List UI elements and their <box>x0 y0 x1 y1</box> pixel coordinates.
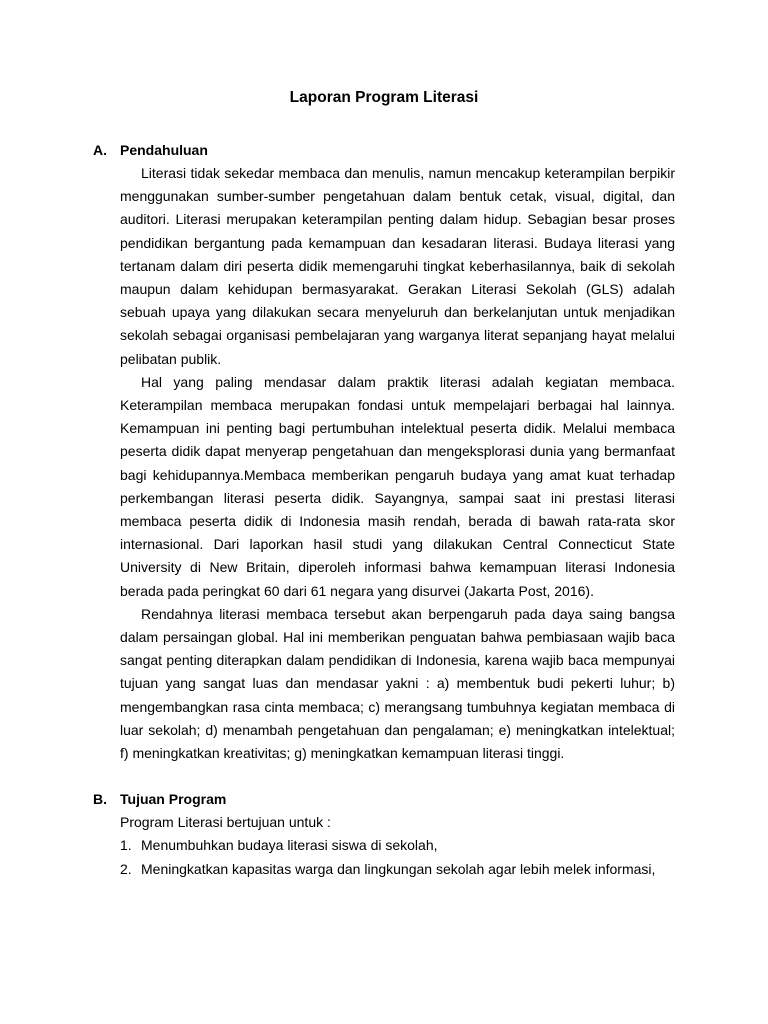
paragraph: Rendahnya literasi membaca tersebut akan berpengaruh pada daya saing bangsa dalam persaingan global. Hal ini memberikan penguatan bahwa pembiasaan wajib baca sangat penting diterapkan dalam pendidikan di Indonesia, karena wajib baca mempunyai tujuan yang sangat luas dan mendasar yakni : a) membentuk budi pekerti luhur; b) mengembangkan rasa cinta membaca; c) merangsang tumbuhnya kegiatan membaca di luar sekolah; d) menambah pengetahuan dan pengalaman; e) meningkatkan intelektual; f) meningkatkan kreativitas; g) meningkatkan kemampuan literasi tinggi. <box>120 605 675 762</box>
section-title: Pendahuluan <box>120 142 208 158</box>
section-tujuan-program <box>93 788 675 881</box>
list-text: Menumbuhkan budaya literasi siswa di sekolah, <box>141 837 438 854</box>
section-body <box>120 811 675 881</box>
document-page <box>93 88 675 881</box>
list-intro: Program Literasi bertujuan untuk : <box>120 814 331 831</box>
section-title: Tujuan Program <box>120 791 227 808</box>
list-number: 2. <box>120 860 132 877</box>
document-title: Laporan Program Literasi <box>289 89 479 106</box>
list-text: Meningkatkan kapasitas warga dan lingkungan sekolah agar lebih melek informasi, <box>141 860 656 877</box>
list-item <box>120 858 675 881</box>
section-heading <box>93 139 675 162</box>
section-letter: A. <box>93 142 107 158</box>
paragraph: Literasi tidak sekedar membaca dan menulis, namun mencakup keterampilan berpikir menggunakan sumber-sumber pengetahuan dalam bentuk cetak, visual, digital, dan auditori. Literasi merupakan keterampilan penting dalam hidup. Sebagian besar proses pendidikan bergantung pada kemampuan dan kesadaran literasi. Budaya literasi yang tertanam dalam diri peserta didik memengaruhi tingkat keberhasilannya, baik di sekolah maupun dalam kehidupan bermasyarakat. Gerakan Literasi Sekolah (GLS) adalah sebuah upaya yang dilakukan secara menyeluruh dan berkelanjutan untuk menjadikan sekolah sebagai organisasi pembelajaran yang warganya literat sepanjang hayat melalui pelibatan publik. <box>120 165 675 367</box>
paragraph: Hal yang paling mendasar dalam praktik literasi adalah kegiatan membaca. Keterampilan membaca merupakan fondasi untuk mempelajari berbagai hal lainnya. Kemampuan ini penting bagi pertumbuhan intelektual peserta didik. Melalui membaca peserta didik dapat menyerap pengetahuan dan mengeksplorasi dunia yang bermanfaat bagi kehidupannya.Membaca memberikan pengaruh budaya yang amat kuat terhadap perkembangan literasi peserta didik. Sayangnya, sampai saat ini prestasi literasi membaca peserta didik di Indonesia masih rendah, berada di bawah rata-rata skor internasional. Dari laporkan hasil studi yang dilakukan Central Connecticut State University di New Britain, diperoleh informasi bahwa kemampuan literasi Indonesia berada pada peringkat 60 dari 61 negara yang disurvei (Jakarta Post, 2016). <box>120 373 675 599</box>
section-heading <box>93 788 675 811</box>
section-body <box>120 162 675 765</box>
section-pendahuluan <box>93 139 675 765</box>
section-letter: B. <box>93 791 107 808</box>
list-item <box>120 834 675 857</box>
list-number: 1. <box>120 837 132 854</box>
